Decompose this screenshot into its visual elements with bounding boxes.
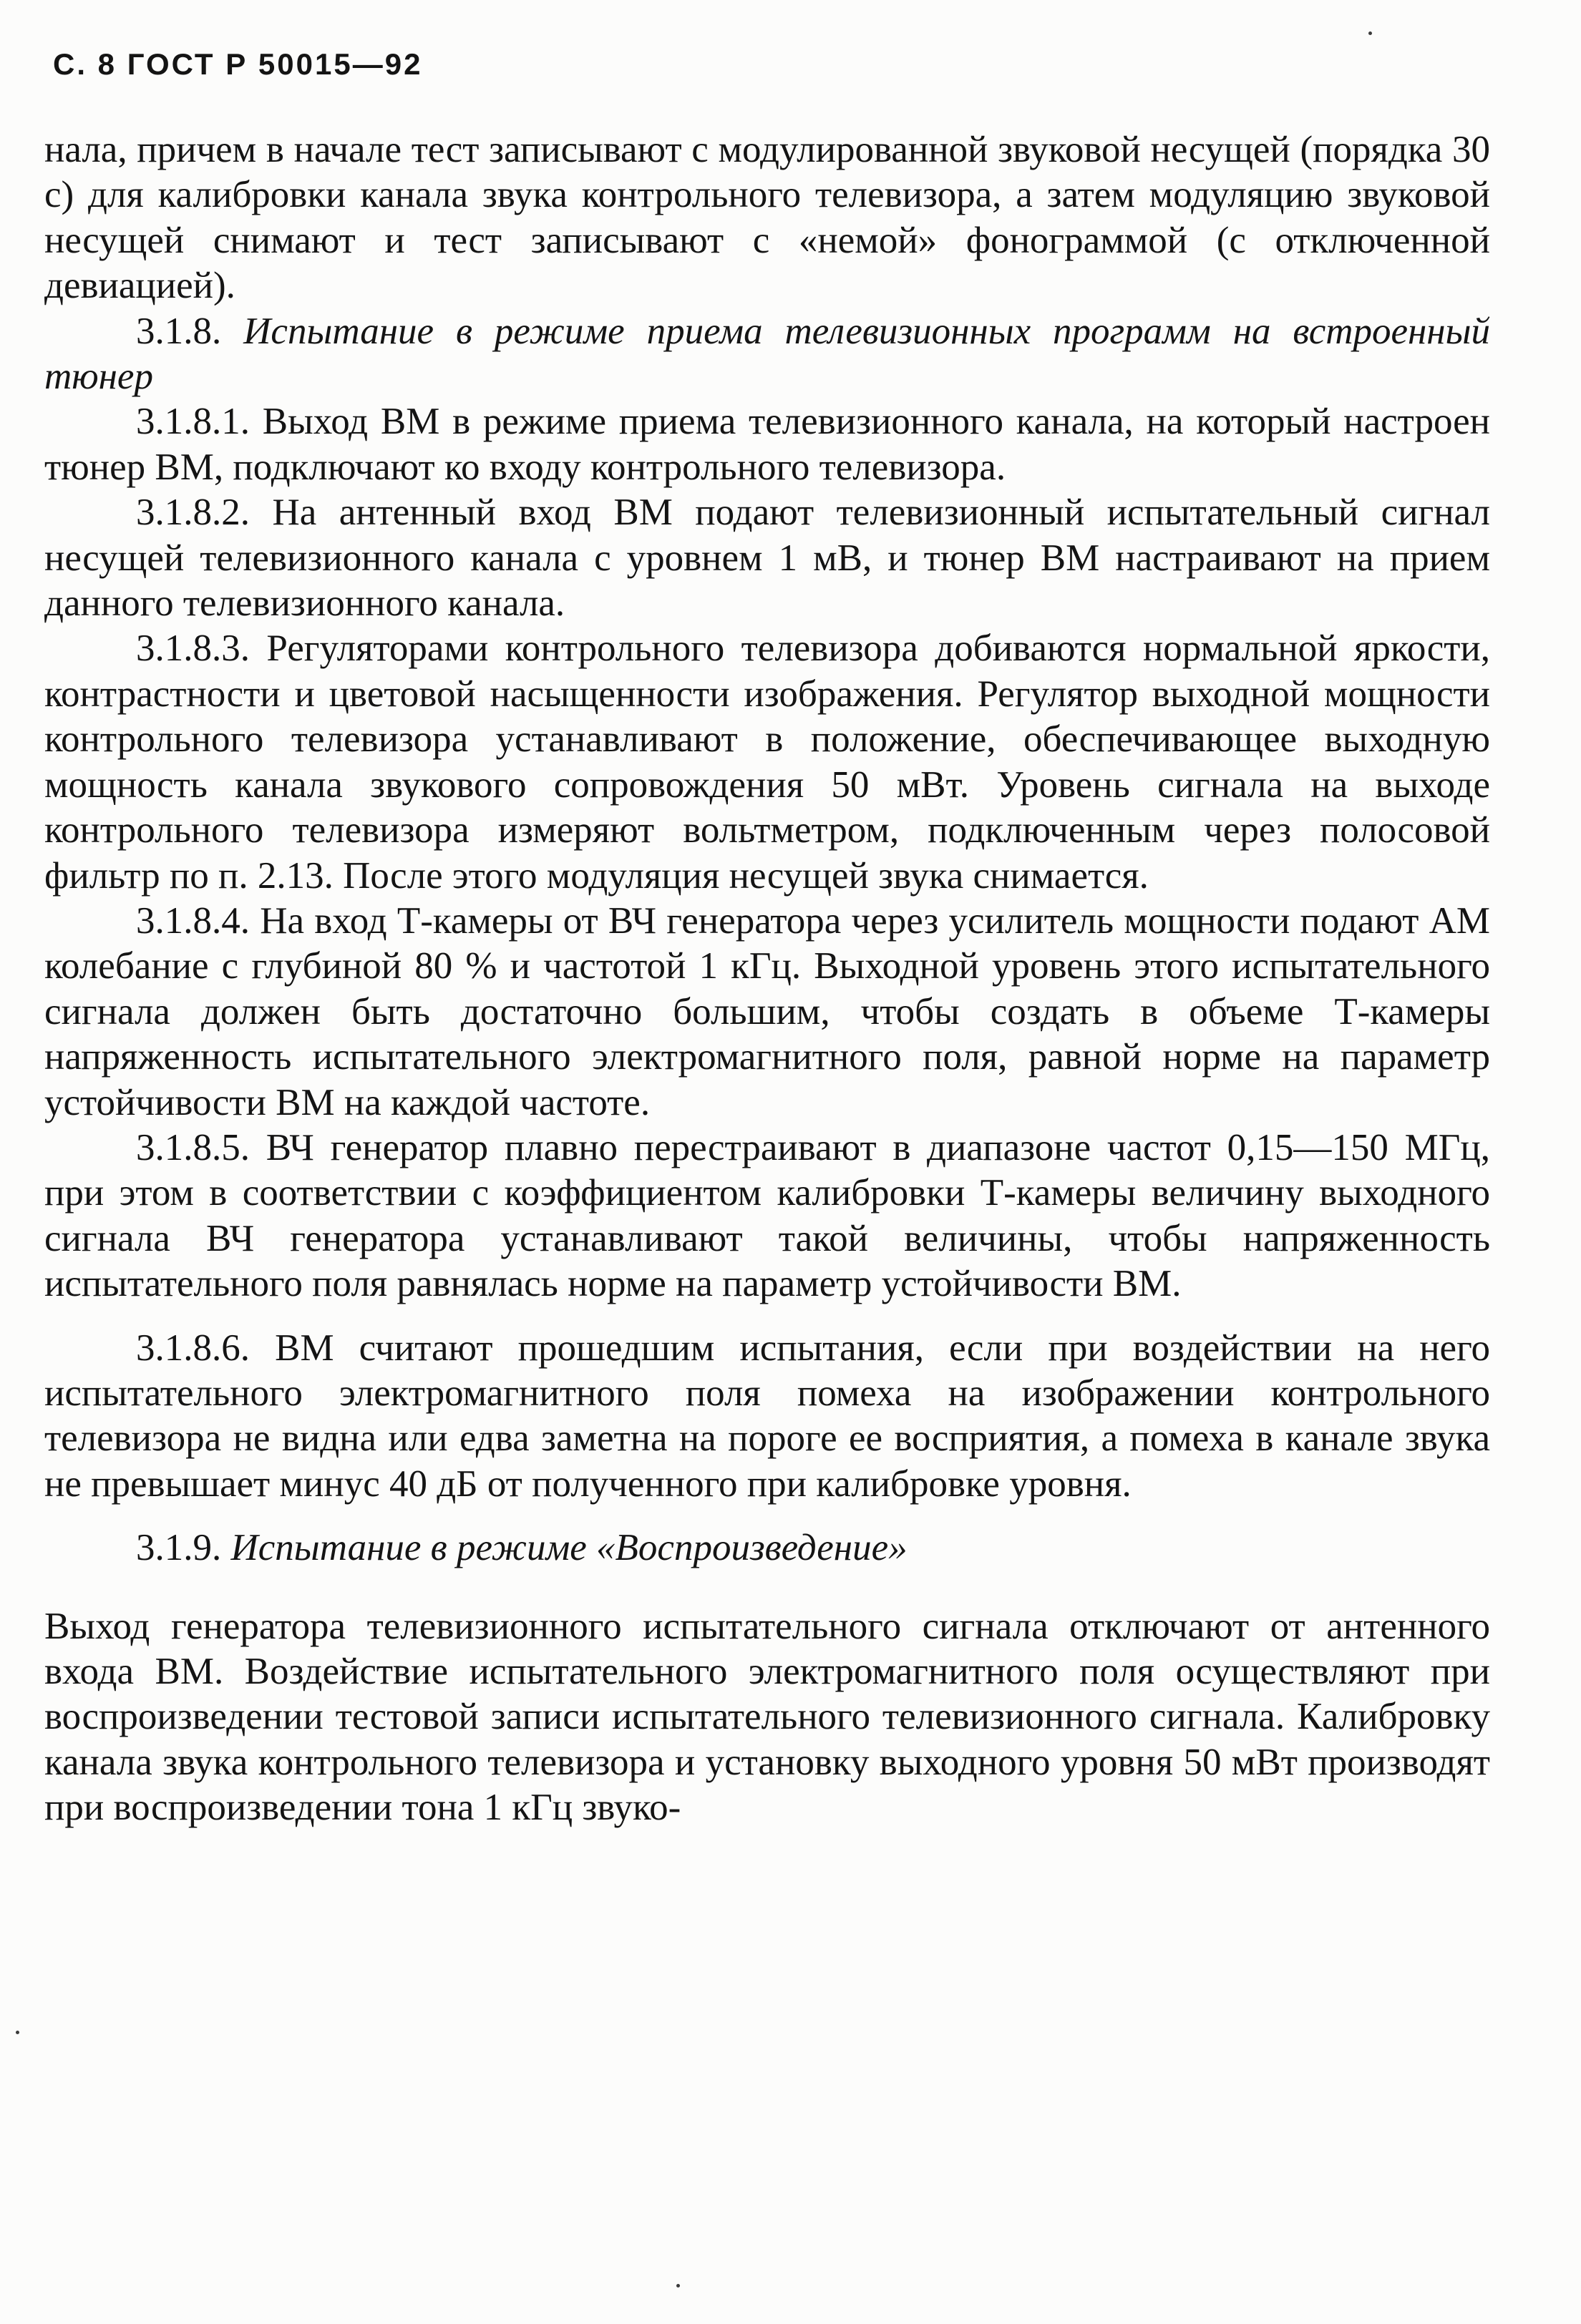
scan-speck <box>1368 31 1372 35</box>
section-number: 3.1.9. <box>136 1527 222 1569</box>
paragraph-continued: нала, причем в начале тест записывают с модулированной звуковой несущей (порядка 30 с) для калибровки канала звука контрольного телевизора, а затем модуляцию звуковой несущей снимают и тест записывают с «немой» фонограммой (с отключенной девиацией). <box>44 129 1490 307</box>
section-heading-3-1-8 <box>44 309 1490 400</box>
section-title: Испытание в режиме «Воспроизведение» <box>230 1527 908 1569</box>
paragraph-playback: Выход генератора телевизионного испытательного сигнала отключают от антенного входа ВМ. Воздействие испытательного электромагнитного поля осуществляют при воспроизведении тестовой записи испытательного телевизионного сигнала. Калибровку канала звука контрольного телевизора и установку выходного уровня 50 мВт производят при воспроизведении тона 1 кГц звуко- <box>44 1605 1490 1829</box>
paragraph-3-1-8-5: 3.1.8.5. ВЧ генератор плавно перестраивают в диапазоне частот 0,15—150 МГц, при этом в соответствии с коэффициентом калибровки Т-камеры величину выходного сигнала ВЧ генератора устанавливают такой величины, чтобы напряженность испытательного поля равнялась норме на параметр устойчивости ВМ. <box>44 1126 1490 1305</box>
paragraph-3-1-8-2: 3.1.8.2. На антенный вход ВМ подают телевизионный испытательный сигнал несущей телевизионного канала с уровнем 1 мВ, и тюнер ВМ настраивают на прием данного телевизионного канала. <box>44 492 1490 625</box>
paragraph-3-1-8-6: 3.1.8.6. ВМ считают прошедшим испытания, если при воздействии на него испытательного электромагнитного поля помеха на изображении контрольного телевизора не видна или едва заметна на пороге ее восприятия, а помеха в канале звука не превышает минус 40 дБ от полученного при калибровке уровня. <box>44 1327 1490 1505</box>
paragraph-3-1-8-1: 3.1.8.1. Выход ВМ в режиме приема телевизионного канала, на который настроен тюнер ВМ, подключают ко входу контрольного телевизора. <box>44 401 1490 488</box>
section-title: Испытание в режиме приема телевизионных программ на встроенный тюнер <box>44 310 1490 398</box>
paragraph-3-1-8-3: 3.1.8.3. Регуляторами контрольного телевизора добиваются нормальной яркости, контрастности и цветовой насыщенности изображения. Регулятор выходной мощности контрольного телевизора устанавливают в положение, обеспечивающее выходную мощность канала звукового сопровождения 50 мВт. Уровень сигнала на выходе контрольного телевизора измеряют вольтметром, подключенным через полосовой фильтр по п. 2.13. После этого модуляция несущей звука снимается. <box>44 628 1490 897</box>
section-heading-3-1-9 <box>44 1525 1490 1571</box>
section-number: 3.1.8. <box>136 310 222 352</box>
paragraph-3-1-8-4: 3.1.8.4. На вход Т-камеры от ВЧ генератора через усилитель мощности подают АМ колебание с глубиной 80 % и частотой 1 кГц. Выходной уровень этого испытательного сигнала должен быть достаточно большим, чтобы создать в объеме Т-камеры напряженность испытательного электромагнитного поля, равной норме на параметр устойчивости ВМ на каждой частоте. <box>44 899 1490 1123</box>
scan-speck <box>676 2284 680 2288</box>
running-head: С. 8 ГОСТ Р 50015—92 <box>53 47 423 81</box>
scan-speck <box>16 2031 19 2034</box>
document-body <box>44 127 1490 1831</box>
